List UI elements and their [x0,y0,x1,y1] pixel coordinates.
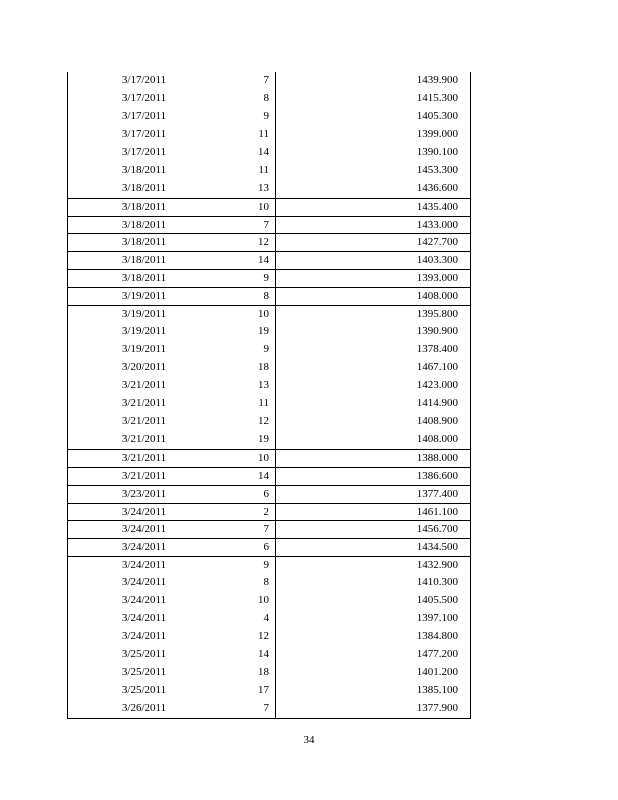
table-row [68,144,470,162]
date-cell: 3/24/2011 [121,612,167,625]
table-row [68,574,470,592]
number-cell: 18 [258,361,269,373]
table-row [68,341,470,359]
value-cell: 1414.900 [416,396,458,409]
value-cell: 1395.800 [416,308,458,321]
number-cell: 13 [258,181,269,194]
number-cell: 2 [263,505,269,518]
date-cell: 3/17/2011 [121,74,167,86]
table-row [68,485,470,503]
value-cell: 1384.800 [416,630,458,643]
date-cell: 3/19/2011 [121,308,167,321]
table-row [68,646,470,664]
number-cell: 8 [263,576,269,589]
number-cell: 10 [258,451,269,464]
value-cell: 1456.700 [416,523,458,536]
table-row [68,538,470,556]
value-cell: 1415.300 [416,91,458,104]
number-cell: 10 [258,594,269,607]
date-cell: 3/24/2011 [121,505,167,518]
page-number: 34 [303,734,315,746]
number-cell: 14 [258,469,269,482]
value-cell: 1427.700 [416,236,458,249]
table-row [68,108,470,126]
table-row [68,682,470,700]
value-cell: 1385.100 [416,683,458,696]
table-row [68,610,470,628]
date-cell: 3/21/2011 [121,432,167,445]
number-cell: 13 [258,378,269,391]
table-row [68,198,470,216]
table-row [68,359,470,377]
date-cell: 3/24/2011 [121,523,167,536]
date-cell: 3/25/2011 [121,665,167,678]
number-cell: 7 [263,701,269,714]
number-cell: 10 [258,200,269,213]
date-cell: 3/24/2011 [121,576,167,589]
table-row [68,431,470,449]
value-cell: 1434.500 [416,541,458,554]
value-cell: 1408.000 [416,290,458,303]
value-cell: 1436.600 [416,181,458,194]
value-cell: 1377.900 [416,701,458,714]
number-cell: 9 [263,272,269,285]
number-cell: 9 [263,109,269,122]
number-cell: 14 [258,254,269,267]
value-cell: 1403.300 [416,254,458,267]
table-row [68,628,470,646]
table-row [68,592,470,610]
date-cell: 3/25/2011 [121,648,167,660]
date-cell: 3/18/2011 [121,236,167,249]
number-cell: 7 [263,218,269,231]
number-cell: 12 [258,630,269,643]
table-row [68,700,470,718]
date-cell: 3/19/2011 [121,343,167,356]
value-cell: 1423.000 [416,378,458,391]
date-cell: 3/21/2011 [121,451,167,464]
value-cell: 1435.400 [416,200,458,213]
table-row [68,413,470,431]
table-row [68,72,470,90]
value-cell: 1433.000 [416,218,458,231]
table-row [68,467,470,485]
date-cell: 3/18/2011 [121,200,167,213]
value-cell: 1377.400 [416,487,458,500]
table-row [68,126,470,144]
date-cell: 3/18/2011 [121,272,167,285]
date-cell: 3/17/2011 [121,127,167,140]
table-row [68,305,470,323]
table-row [68,377,470,395]
date-cell: 3/17/2011 [121,109,167,122]
value-cell: 1477.200 [416,648,458,660]
value-cell: 1378.400 [416,343,458,356]
value-cell: 1399.000 [416,127,458,140]
table-row [68,216,470,234]
number-cell: 9 [263,559,269,572]
table-row [68,251,470,269]
number-cell: 6 [263,541,269,554]
date-cell: 3/17/2011 [121,145,167,158]
table-row [68,162,470,180]
number-cell: 12 [258,236,269,249]
value-cell: 1408.000 [416,432,458,445]
table-row [68,503,470,521]
table-row [68,233,470,251]
data-table [67,72,471,719]
number-cell: 14 [258,648,269,660]
number-cell: 19 [258,432,269,445]
value-cell: 1397.100 [416,612,458,625]
value-cell: 1461.100 [416,505,458,518]
table-row [68,556,470,574]
date-cell: 3/25/2011 [121,683,167,696]
number-cell: 8 [263,91,269,104]
date-cell: 3/18/2011 [121,254,167,267]
number-cell: 18 [258,665,269,678]
value-cell: 1390.100 [416,145,458,158]
date-cell: 3/18/2011 [121,163,167,176]
date-cell: 3/26/2011 [121,701,167,714]
number-cell: 6 [263,487,269,500]
date-cell: 3/24/2011 [121,559,167,572]
table-body [68,72,470,718]
number-cell: 10 [258,308,269,321]
date-cell: 3/21/2011 [121,414,167,427]
table-row [68,395,470,413]
value-cell: 1386.600 [416,469,458,482]
table-row [68,287,470,305]
value-cell: 1408.900 [416,414,458,427]
date-cell: 3/21/2011 [121,378,167,391]
date-cell: 3/18/2011 [121,218,167,231]
table-row [68,520,470,538]
value-cell: 1432.900 [416,559,458,572]
date-cell: 3/21/2011 [121,396,167,409]
date-cell: 3/18/2011 [121,181,167,194]
number-cell: 8 [263,290,269,303]
table-row [68,269,470,287]
value-cell: 1388.000 [416,451,458,464]
number-cell: 7 [263,74,269,86]
number-cell: 9 [263,343,269,356]
number-cell: 7 [263,523,269,536]
date-cell: 3/24/2011 [121,594,167,607]
date-cell: 3/23/2011 [121,487,167,500]
date-cell: 3/19/2011 [121,290,167,303]
date-cell: 3/17/2011 [121,91,167,104]
value-cell: 1405.300 [416,109,458,122]
value-cell: 1410.300 [416,576,458,589]
table-row [68,323,470,341]
date-cell: 3/24/2011 [121,630,167,643]
value-cell: 1393.000 [416,272,458,285]
number-cell: 11 [258,163,269,176]
number-cell: 4 [263,612,269,625]
date-cell: 3/19/2011 [121,325,167,338]
value-cell: 1467.100 [416,361,458,373]
date-cell: 3/24/2011 [121,541,167,554]
table-row [68,449,470,467]
value-cell: 1439.900 [416,74,458,86]
value-cell: 1390.900 [416,325,458,338]
table-row [68,180,470,198]
number-cell: 12 [258,414,269,427]
number-cell: 19 [258,325,269,338]
number-cell: 14 [258,145,269,158]
number-cell: 11 [258,127,269,140]
number-cell: 11 [258,396,269,409]
value-cell: 1405.500 [416,594,458,607]
value-cell: 1453.300 [416,163,458,176]
value-cell: 1401.200 [416,665,458,678]
table-row [68,90,470,108]
date-cell: 3/21/2011 [121,469,167,482]
number-cell: 17 [258,683,269,696]
date-cell: 3/20/2011 [121,361,167,373]
table-row [68,664,470,682]
